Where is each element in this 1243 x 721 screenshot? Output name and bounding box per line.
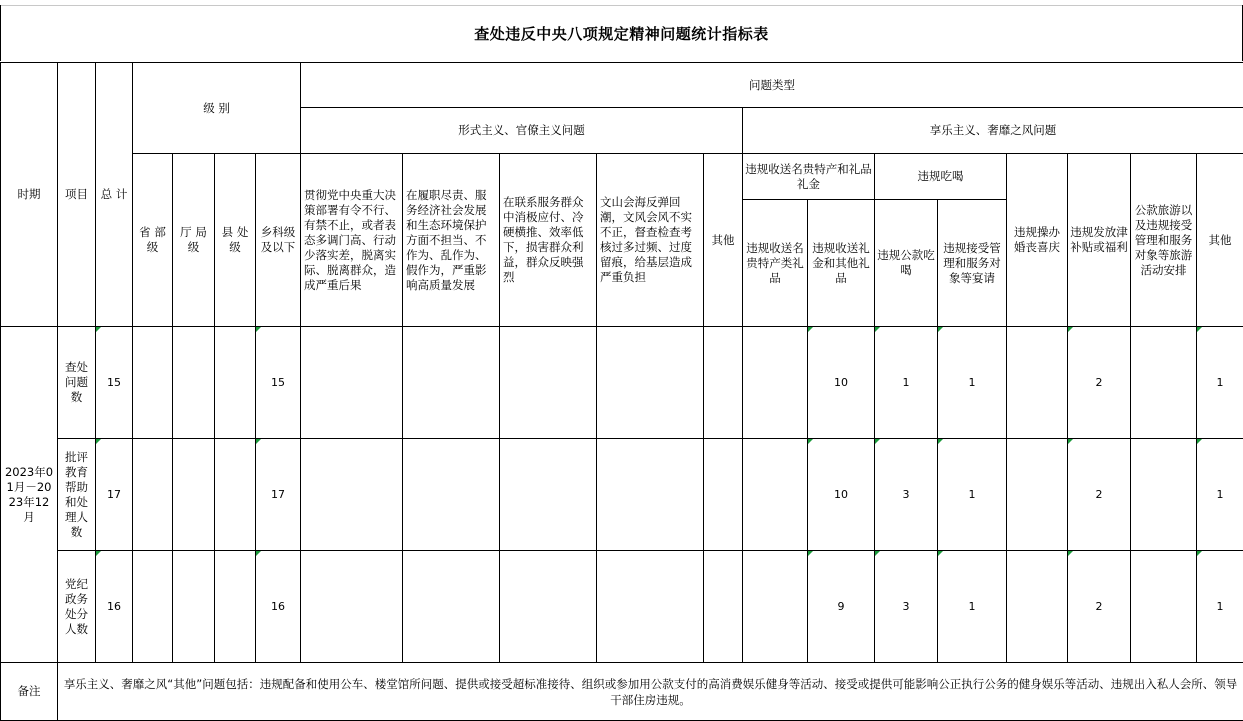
gifts-item-specialty: 违规收送名贵特产类礼品 bbox=[743, 200, 808, 327]
row-total-value: 15 bbox=[96, 327, 133, 439]
period-value: 2023年01月－2023年12月 bbox=[1, 327, 58, 663]
hedonism-item-subsidy: 违规发放津补贴或福利 bbox=[1068, 154, 1131, 327]
empty-cell bbox=[704, 439, 743, 551]
formalism-item-2: 在履职尽责、服务经济社会发展和生态环境保护方面不担当、不作为、乱作为、假作为，严重影响高质量发展 bbox=[403, 154, 500, 327]
empty-cell bbox=[403, 439, 500, 551]
sheet-title: 查处违反中央八项规定精神问题统计指标表 bbox=[0, 5, 1243, 61]
hedonism-item-other: 其他 bbox=[1197, 154, 1243, 327]
row-other-value: 1 bbox=[1197, 327, 1243, 439]
empty-cell bbox=[215, 439, 256, 551]
row-public-dining-value: 3 bbox=[875, 551, 938, 663]
level-township-header: 乡科级及以下 bbox=[256, 154, 301, 327]
row-subsidy-value: 2 bbox=[1068, 439, 1131, 551]
dining-item-public: 违规公款吃喝 bbox=[875, 200, 938, 327]
row-public-dining-value: 1 bbox=[875, 327, 938, 439]
total-header: 总 计 bbox=[96, 63, 133, 327]
row-subsidy-value: 2 bbox=[1068, 551, 1131, 663]
empty-cell bbox=[704, 551, 743, 663]
row-public-dining-value: 3 bbox=[875, 439, 938, 551]
empty-cell bbox=[133, 439, 173, 551]
row-subsidy-value: 2 bbox=[1068, 327, 1131, 439]
formalism-item-1: 贯彻党中央重大决策部署有令不行、有禁不止，或者表态多调门高、行动少落实差，脱离实际、脱离群众，造成严重后果 bbox=[301, 154, 403, 327]
empty-cell bbox=[173, 551, 215, 663]
period-header: 时期 bbox=[1, 63, 58, 327]
hedonism-group-header: 享乐主义、奢靡之风问题 bbox=[743, 108, 1243, 154]
remark-label: 备注 bbox=[1, 663, 58, 721]
row-other-value: 1 bbox=[1197, 551, 1243, 663]
level-province-header: 省 部级 bbox=[133, 154, 173, 327]
formalism-item-3: 在联系服务群众中消极应付、冷硬横推、效率低下，损害群众利益，群众反映强烈 bbox=[500, 154, 597, 327]
row-service-banquet-value: 1 bbox=[938, 551, 1007, 663]
row-township-value: 16 bbox=[256, 551, 301, 663]
level-group-header: 级 别 bbox=[133, 63, 301, 154]
empty-cell bbox=[301, 439, 403, 551]
empty-cell bbox=[1131, 551, 1197, 663]
empty-cell bbox=[597, 327, 704, 439]
empty-cell bbox=[1007, 439, 1068, 551]
empty-cell bbox=[403, 327, 500, 439]
dining-item-banquet: 违规接受管理和服务对象等宴请 bbox=[938, 200, 1007, 327]
gifts-item-other: 违规收送礼金和其他礼品 bbox=[808, 200, 875, 327]
empty-cell bbox=[133, 551, 173, 663]
row-item-label: 党纪政务处分人数 bbox=[58, 551, 96, 663]
row-gifts-other-value: 10 bbox=[808, 439, 875, 551]
level-bureau-header: 厅 局级 bbox=[173, 154, 215, 327]
dining-group-header: 违规吃喝 bbox=[875, 154, 1007, 200]
empty-cell bbox=[133, 327, 173, 439]
statistics-table bbox=[0, 62, 1243, 721]
empty-cell bbox=[215, 327, 256, 439]
row-item-label: 查处问题数 bbox=[58, 327, 96, 439]
problem-type-header: 问题类型 bbox=[301, 63, 1243, 108]
formalism-group-header: 形式主义、官僚主义问题 bbox=[301, 108, 743, 154]
empty-cell bbox=[500, 327, 597, 439]
formalism-item-other: 其他 bbox=[704, 154, 743, 327]
empty-cell bbox=[1007, 551, 1068, 663]
row-total-value: 17 bbox=[96, 439, 133, 551]
empty-cell bbox=[1007, 327, 1068, 439]
empty-cell bbox=[173, 439, 215, 551]
empty-cell bbox=[743, 551, 808, 663]
empty-cell bbox=[215, 551, 256, 663]
row-service-banquet-value: 1 bbox=[938, 439, 1007, 551]
hedonism-item-travel: 公款旅游以及违规接受管理和服务对象等旅游活动安排 bbox=[1131, 154, 1197, 327]
row-other-value: 1 bbox=[1197, 439, 1243, 551]
empty-cell bbox=[173, 327, 215, 439]
empty-cell bbox=[403, 551, 500, 663]
row-gifts-other-value: 9 bbox=[808, 551, 875, 663]
hedonism-item-weddings: 违规操办婚丧喜庆 bbox=[1007, 154, 1068, 327]
empty-cell bbox=[500, 439, 597, 551]
row-total-value: 16 bbox=[96, 551, 133, 663]
row-township-value: 15 bbox=[256, 327, 301, 439]
empty-cell bbox=[597, 551, 704, 663]
gifts-group-header: 违规收送名贵特产和礼品礼金 bbox=[743, 154, 875, 200]
row-township-value: 17 bbox=[256, 439, 301, 551]
empty-cell bbox=[301, 551, 403, 663]
empty-cell bbox=[743, 327, 808, 439]
empty-cell bbox=[1131, 327, 1197, 439]
remark-text: 享乐主义、奢靡之风“其他”问题包括：违规配备和使用公车、楼堂馆所问题、提供或接受超标准接待、组织或参加用公款支付的高消费娱乐健身等活动、接受或提供可能影响公正执行公务的健身娱乐等活动、违规出入私人会所、领导干部住房违规。 bbox=[58, 663, 1243, 721]
empty-cell bbox=[704, 327, 743, 439]
empty-cell bbox=[743, 439, 808, 551]
level-county-header: 县 处级 bbox=[215, 154, 256, 327]
empty-cell bbox=[500, 551, 597, 663]
row-service-banquet-value: 1 bbox=[938, 327, 1007, 439]
empty-cell bbox=[597, 439, 704, 551]
row-gifts-other-value: 10 bbox=[808, 327, 875, 439]
item-header: 项目 bbox=[58, 63, 96, 327]
empty-cell bbox=[301, 327, 403, 439]
row-item-label: 批评教育帮助和处理人数 bbox=[58, 439, 96, 551]
formalism-item-4: 文山会海反弹回潮，文风会风不实不正，督查检查考核过多过频、过度留痕，给基层造成严重负担 bbox=[597, 154, 704, 327]
empty-cell bbox=[1131, 439, 1197, 551]
statistics-sheet bbox=[0, 5, 1243, 721]
